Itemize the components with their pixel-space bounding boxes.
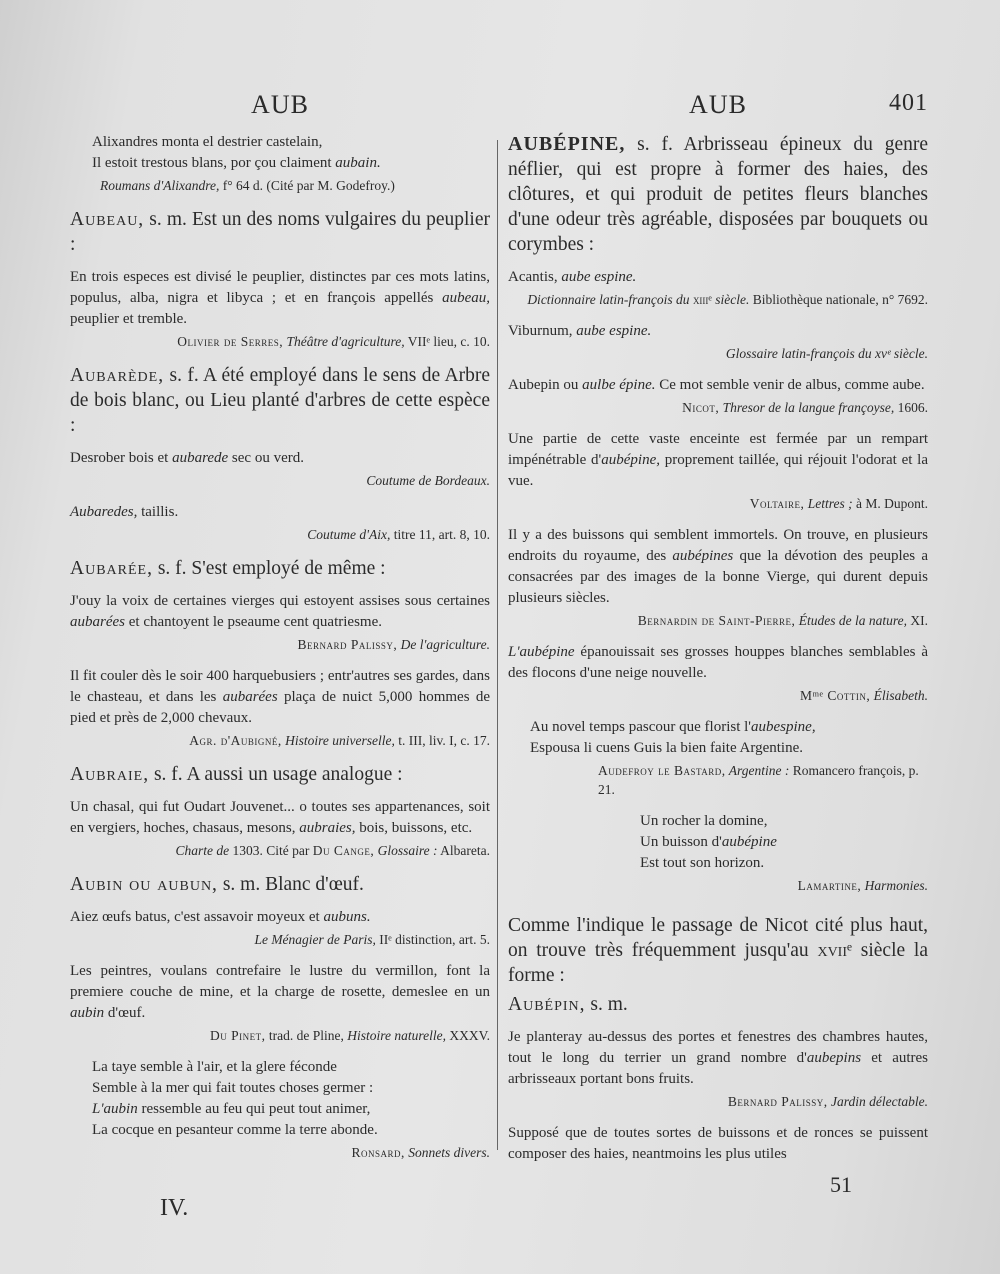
citation: Desrober bois et aubarede sec ou verd. — [70, 450, 304, 466]
citation-source: Olivier de Serres, Théâtre d'agriculture, VIIᵉ lieu, c. 10. — [177, 334, 490, 349]
citation-source: Bernard Palissy, Jardin délectable. — [727, 1094, 928, 1109]
citation: Une partie de cette vaste enceinte est fermée par un rempart impénétrable d'aubépine, proprement taillée, qui réjouit l'odorat et la vue. — [508, 431, 929, 489]
verse-line: Il estoit trestous blans, por çou claiment aubain. — [92, 155, 381, 171]
entry-heading-aubarede: Aubarède, s. f. A été employé dans le sens de Arbre de bois blanc, ou Lieu planté d'arbres de cette espèce : — [70, 365, 490, 436]
citation: Il fit couler dès le soir 400 harquebusiers ; entr'autres ses gardes, dans le chasteau, et dans les aubarées plaça de nuict 5,000 hommes de pied et près de 2,000 chevaux. — [70, 668, 490, 726]
citation-source: Nicot, Thresor de la langue françoyse, 1606. — [682, 400, 928, 415]
citation-source: Coutume d'Aix, titre 11, art. 8, 10. — [307, 527, 490, 542]
citation-source: Bernardin de Saint-Pierre, Études de la nature, XI. — [637, 613, 928, 628]
citation-source: Coutume de Bordeaux. — [366, 473, 490, 488]
citation-source: Lamartine, Harmonies. — [797, 878, 928, 893]
citation: Acantis, aube espine. — [508, 269, 637, 285]
citation: Aubaredes, taillis. — [70, 504, 179, 520]
verse-block — [70, 132, 490, 174]
verse-line: Un rocher la domine, — [640, 813, 768, 829]
citation: Je planteray au-dessus des portes et fenestres des chambres hautes, tout le long du terrier un grand nombre d'aubepins et autres arbrisseaux portant bons fruits. — [508, 1029, 929, 1087]
entry-heading-aubepin: Aubépin, s. m. — [508, 994, 628, 1015]
verse-line: Espousa li cuens Guis la bien faite Argentine. — [530, 740, 803, 756]
running-head-right — [508, 90, 928, 118]
signature-mark: IV. — [160, 1195, 189, 1221]
verse-line: La cocque en pesanteur comme la terre abonde. — [92, 1122, 378, 1138]
citation-source: Glossaire latin-françois du xvᵉ siècle. — [725, 346, 928, 361]
citation: Les peintres, voulans contrefaire le lustre du vermillon, font la premiere couche de mine, et la charge de rosette, demeslee en un aubin d'œuf. — [70, 963, 490, 1021]
citation: Supposé que de toutes sortes de buissons et de ronces se puissent composer des haies, neantmoins les plus utiles — [508, 1125, 928, 1162]
citation-source: Roumans d'Alixandre, f° 64 d. (Cité par M. Godefroy.) — [100, 178, 395, 193]
citation-source: Le Ménagier de Paris, IIᵉ distinction, art. 5. — [254, 932, 490, 947]
verse-line: L'aubin ressemble au feu qui peut tout animer, — [92, 1101, 371, 1117]
verse-block — [508, 811, 928, 874]
verse-line: Est tout son horizon. — [640, 855, 765, 871]
verse-block — [70, 1057, 490, 1141]
citation-source: Voltaire, Lettres ; à M. Dupont. — [749, 496, 928, 511]
entry-heading-aubepine: AUBÉPINE, s. f. Arbrisseau épineux du genre néflier, qui est propre à former des haies, des clôtures, et qui produit de petites fleurs blanches d'une odeur très agréable, disposées par bouquets ou corymbes : — [508, 133, 928, 255]
citation: Aiez œufs batus, c'est assavoir moyeux et aubuns. — [70, 909, 371, 925]
citation: L'aubépine épanouissait ses grosses houppes blanches semblables à des flocons d'une neige nouvelle. — [508, 644, 928, 681]
verse-block — [508, 717, 928, 759]
running-head-text: AUB — [689, 90, 747, 119]
verse-line: Au novel temps pascour que florist l'aubespine, — [530, 719, 816, 735]
verse-line: Alixandres monta el destrier castelain, — [92, 134, 323, 150]
signature-number: 51 — [830, 1172, 852, 1197]
verse-line: Un buisson d'aubépine — [640, 834, 777, 850]
citation-source: Ronsard, Sonnets divers. — [351, 1145, 490, 1160]
right-column — [508, 90, 928, 1167]
running-head-left: AUB — [251, 90, 309, 119]
entry-heading-aubraie: Aubraie, s. f. A aussi un usage analogue : — [70, 764, 403, 785]
page-number: 401 — [889, 90, 928, 116]
citation-source: Dictionnaire latin-françois du xiiiᵉ siècle. Bibliothèque nationale, n° 7692. — [527, 292, 928, 307]
citation-source: Bernard Palissy, De l'agriculture. — [297, 637, 490, 652]
verse-line: Semble à la mer qui fait toutes choses germer : — [92, 1080, 374, 1096]
citation-source: Audefroy le Bastard, Argentine : Romancero françois, p. 21. — [598, 763, 919, 797]
citation: Aubepin ou aulbe épine. Ce mot semble venir de albus, comme aube. — [508, 377, 925, 393]
citation: J'ouy la voix de certaines vierges qui estoyent assises sous certaines aubarées et chantoyent le pseaume cent quatriesme. — [70, 593, 490, 630]
verse-line: La taye semble à l'air, et la glere féconde — [92, 1059, 337, 1075]
citation-source: Du Pinet, trad. de Pline, Histoire naturelle, XXXV. — [210, 1028, 490, 1043]
entry-heading-aubeau: Aubeau, s. m. Est un des noms vulgaires du peuplier : — [70, 209, 490, 255]
citation: En trois especes est divisé le peuplier, distinctes par ces mots latins, populus, alba, nigra et libyca ; et en françois appellés aubeau, peuplier et tremble. — [70, 269, 490, 327]
citation: Viburnum, aube espine. — [508, 323, 652, 339]
citation-source: Charte de 1303. Cité par Du Cange, Glossaire : Albareta. — [175, 843, 490, 858]
column-divider — [497, 140, 498, 1150]
entry-paragraph-comme: Comme l'indique le passage de Nicot cité plus haut, on trouve très fréquemment jusqu'au xviiᵉ siècle la forme : — [508, 915, 928, 986]
citation-source: Mᵐᵉ Cottin, Élisabeth. — [799, 688, 928, 703]
entry-heading-aubin: Aubin ou aubun, s. m. Blanc d'œuf. — [70, 874, 364, 895]
entry-heading-aubaree: Aubarée, s. f. S'est employé de même : — [70, 558, 386, 579]
citation: Il y a des buissons qui semblent immortels. On trouve, en plusieurs endroits du royaume, des aubépines que la dévotion des peuples a consacrées par des images de la bonne Vierge, qui durent depuis plusieurs siècles. — [508, 527, 928, 606]
left-column — [70, 90, 490, 1174]
citation-source: Agr. d'Aubigné, Histoire universelle, t. III, liv. I, c. 17. — [189, 733, 490, 748]
citation: Un chasal, qui fut Oudart Jouvenet... o toutes ses appartenances, soit en vergiers, hoches, chasaus, mesons, aubraies, bois, buissons, etc. — [70, 799, 490, 836]
